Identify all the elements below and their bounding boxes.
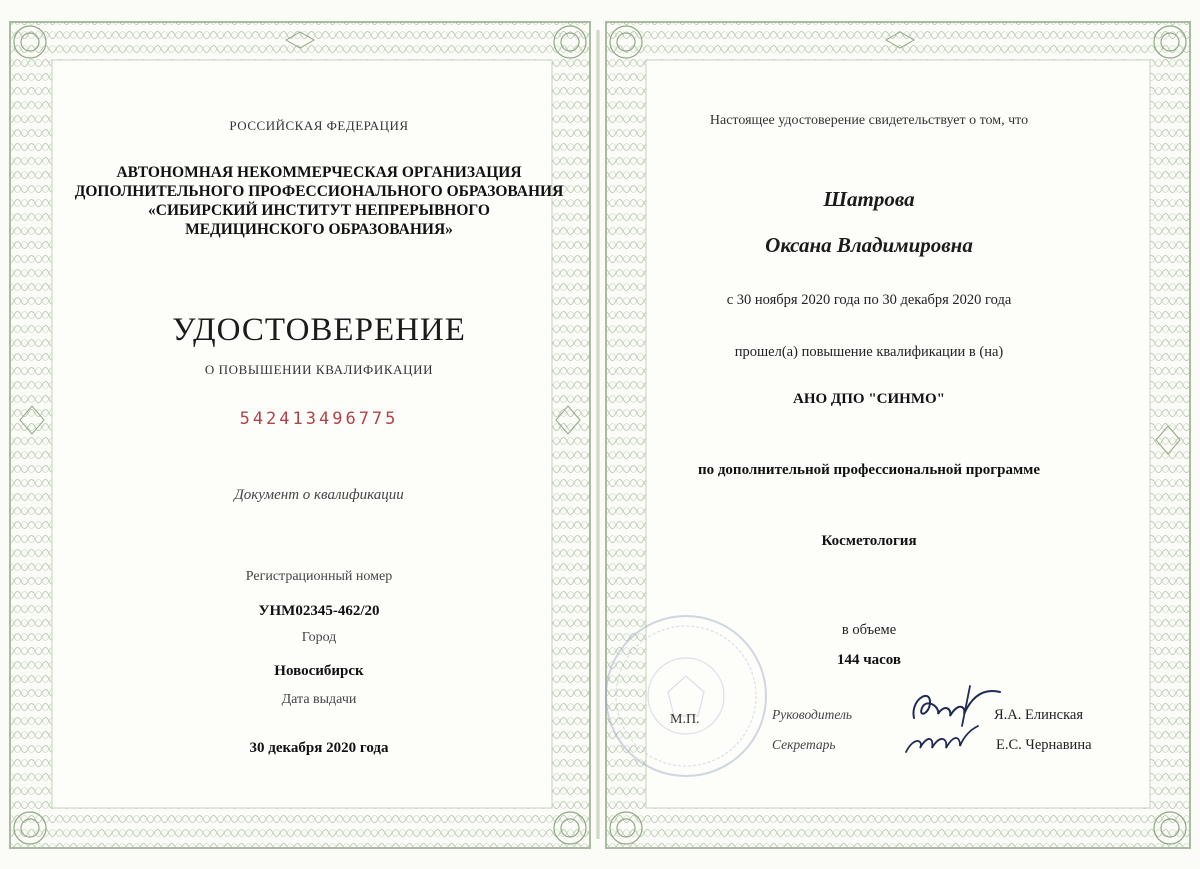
document-subtitle: О ПОВЫШЕНИИ КВАЛИФИКАЦИИ — [204, 362, 434, 377]
organization-line-2: ДОПОЛНИТЕЛЬНОГО ПРОФЕССИОНАЛЬНОГО ОБРАЗОВАНИЯ — [74, 183, 564, 200]
program-label: по дополнительной профессиональной программе — [697, 462, 1041, 478]
issue-date: 30 декабря 2020 года — [249, 740, 389, 756]
holder-surname: Шатрова — [823, 187, 915, 211]
left-page — [0, 0, 598, 869]
signatures-icon — [900, 678, 1012, 760]
organization-line-1: АВТОНОМНАЯ НЕКОММЕРЧЕСКАЯ ОРГАНИЗАЦИЯ — [116, 164, 522, 181]
signatory-name-director: Я.А. Елинская — [994, 707, 1083, 723]
stamp-place-label: М.П. — [670, 712, 700, 727]
training-period: с 30 ноября 2020 года по 30 декабря 2020 года — [726, 292, 1012, 308]
volume-value: 144 часов — [836, 652, 902, 668]
issue-date-label: Дата выдачи — [281, 692, 357, 707]
official-stamp-icon — [602, 612, 770, 780]
signatory-role-secretary: Секретарь — [772, 737, 836, 752]
document-title: УДОСТОВЕРЕНИЕ — [172, 312, 466, 348]
city-label: Город — [301, 630, 337, 645]
volume-label: в объеме — [841, 622, 897, 638]
institution-name: АНО ДПО "СИНМО" — [793, 391, 945, 407]
organization-line-4: МЕДИЦИНСКОГО ОБРАЗОВАНИЯ» — [185, 221, 453, 238]
registration-label: Регистрационный номер — [245, 569, 393, 584]
holder-given-names: Оксана Владимировна — [765, 233, 973, 257]
passed-text: прошел(а) повышение квалификации в (на) — [734, 344, 1004, 360]
city-value: Новосибирск — [274, 663, 364, 679]
signatory-role-director: Руководитель — [772, 707, 853, 722]
intro-text: Настоящее удостоверение свидетельствует о том, что — [709, 113, 1029, 128]
serial-number: 542413496775 — [239, 409, 399, 429]
signatory-name-secretary: Е.С. Чернавина — [996, 737, 1092, 753]
organization-line-3: «СИБИРСКИЙ ИНСТИТУТ НЕПРЕРЫВНОГО — [148, 202, 490, 219]
country-name: РОССИЙСКАЯ ФЕДЕРАЦИЯ — [229, 118, 409, 133]
registration-number: УНМ02345-462/20 — [258, 603, 380, 619]
qualification-document-label: Документ о квалификации — [234, 487, 404, 503]
course-name: Косметология — [821, 533, 917, 549]
